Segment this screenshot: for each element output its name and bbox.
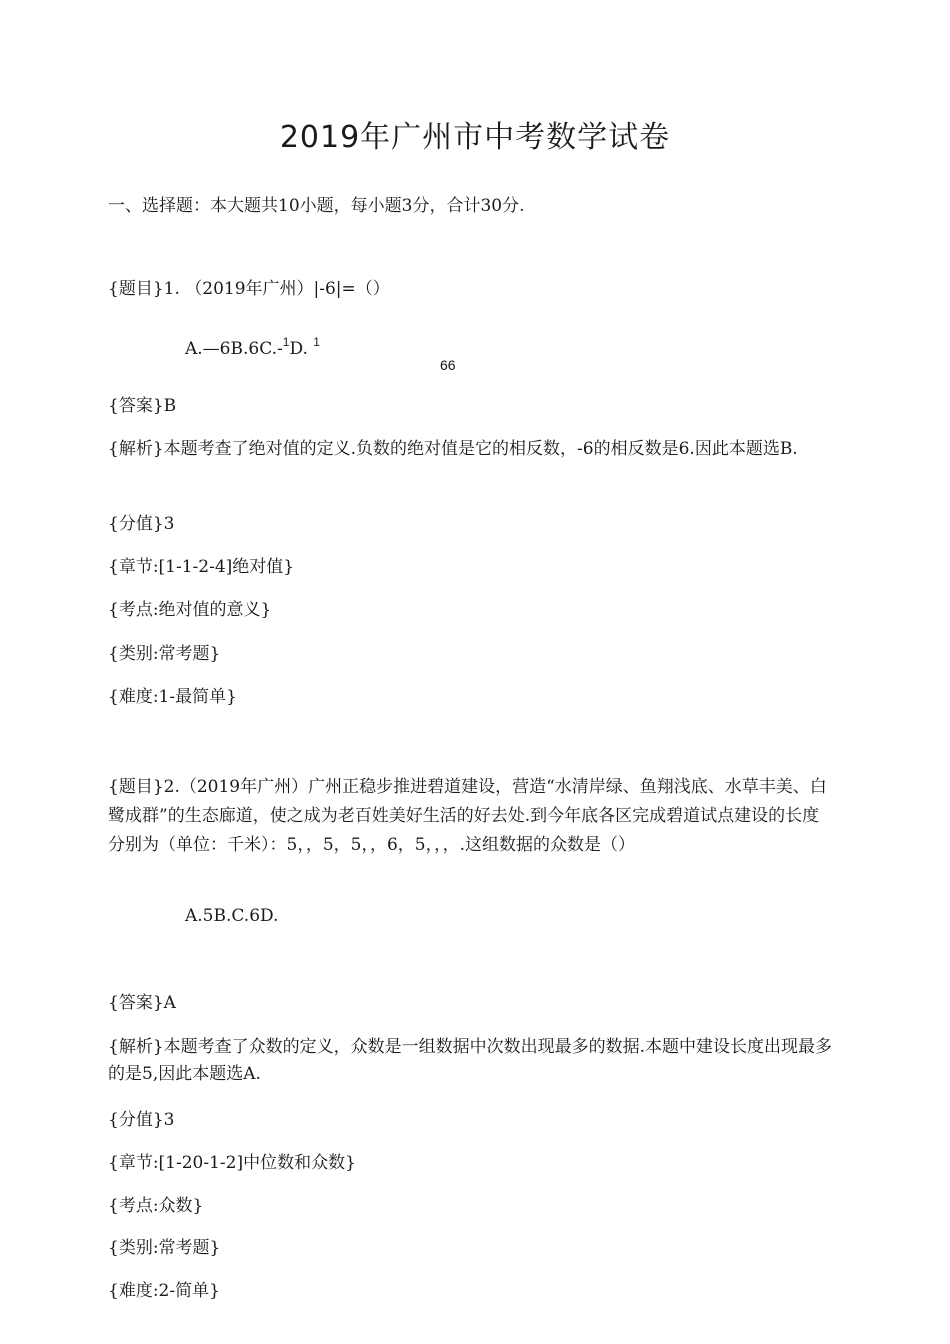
q1-analysis: {解析}本题考查了绝对值的定义.负数的绝对值是它的相反数，-6的相反数是6.因此本题选B. — [108, 439, 798, 459]
q1-score: {分值}3 — [108, 514, 175, 534]
q1-category: {类别:常考题} — [108, 644, 221, 664]
q2-point: {考点:众数} — [108, 1196, 204, 1216]
q2-score: {分值}3 — [108, 1110, 175, 1130]
q2-stem: {题目}2.（2019年广州）广州正稳步推进碧道建设，营造“水清岸绿、鱼翔浅底、水草丰美、白鹭成群”的生态廊道，使之成为老百姓美好生活的好去处.到今年底各区完成碧道试点建设的长度分别为（单位：千米）：5，，5，5，，6，5，，，.这组数据的众数是（） — [108, 777, 827, 855]
q1-difficulty: {难度:1-最简单} — [108, 687, 237, 707]
q2-options: A.5B.C.6D. — [185, 906, 279, 926]
q1-point: {考点:绝对值的意义} — [108, 600, 272, 620]
q1-option-c-numerator: 1 — [282, 335, 290, 349]
q2-analysis: {解析}本题考查了众数的定义，众数是一组数据中次数出现最多的数据.本题中建设长度出现最多的是5,因此本题选A. — [108, 1037, 833, 1084]
q2-chapter: {章节:[1-20-1-2]中位数和众数} — [108, 1153, 356, 1173]
q1-options-text: A.—6B.6C.- — [185, 339, 283, 359]
q1-answer: {答案}B — [108, 396, 177, 416]
q1-option-d: D. — [289, 339, 308, 359]
q1-option-denominators: 66 — [440, 357, 456, 373]
q2-difficulty: {难度:2-简单} — [108, 1281, 220, 1301]
q1-stem: {题目}1. （2019年广州）|-6|=（） — [108, 279, 390, 299]
q1-options — [185, 336, 320, 364]
page-title: 2019年广州市中考数学试卷 — [279, 120, 671, 155]
q1-option-d-numerator: 1 — [313, 335, 320, 349]
q2-answer: {答案}A — [108, 993, 176, 1013]
q1-chapter: {章节:[1-1-2-4]绝对值} — [108, 557, 295, 577]
q2-category: {类别:常考题} — [108, 1238, 221, 1258]
section-heading: 一、选择题：本大题共10小题，每小题3分，合计30分. — [108, 196, 525, 216]
